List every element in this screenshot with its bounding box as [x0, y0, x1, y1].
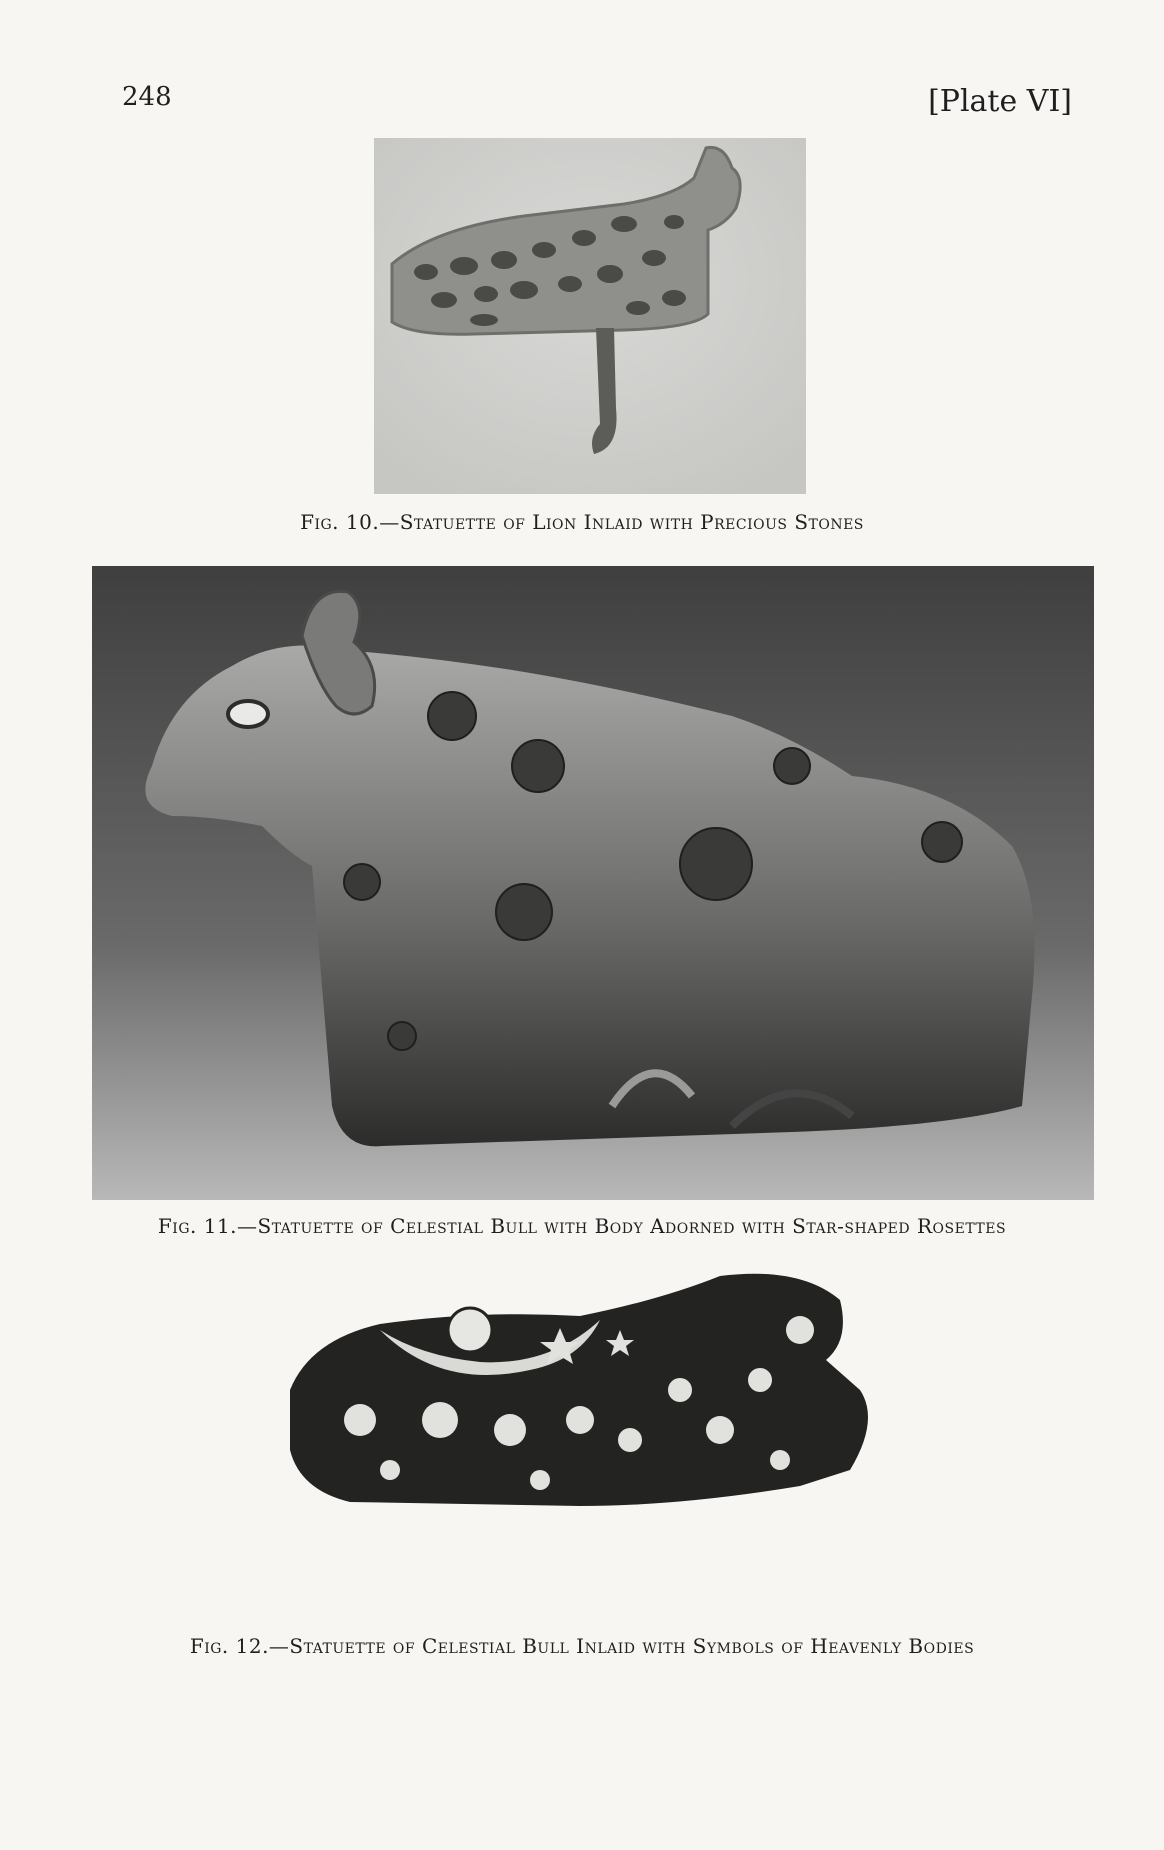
page-number: 248: [122, 82, 172, 112]
plate-label: [Plate VI]: [928, 84, 1072, 119]
figure-12-caption: Fig. 12.—Statuette of Celestial Bull Inlaid with Symbols of Heavenly Bodies: [189, 1634, 975, 1658]
figure-11-caption: Fig. 11.—Statuette of Celestial Bull with Body Adorned with Star-shaped Rosettes: [157, 1214, 1007, 1238]
lion-statuette-photo: [374, 138, 806, 494]
celestial-bull-statuette-photo: [92, 566, 1094, 1200]
figure-10-caption: Fig. 10.—Statuette of Lion Inlaid with Precious Stones: [300, 510, 864, 534]
inlaid-bull-statuette-photo: [280, 1270, 912, 1850]
